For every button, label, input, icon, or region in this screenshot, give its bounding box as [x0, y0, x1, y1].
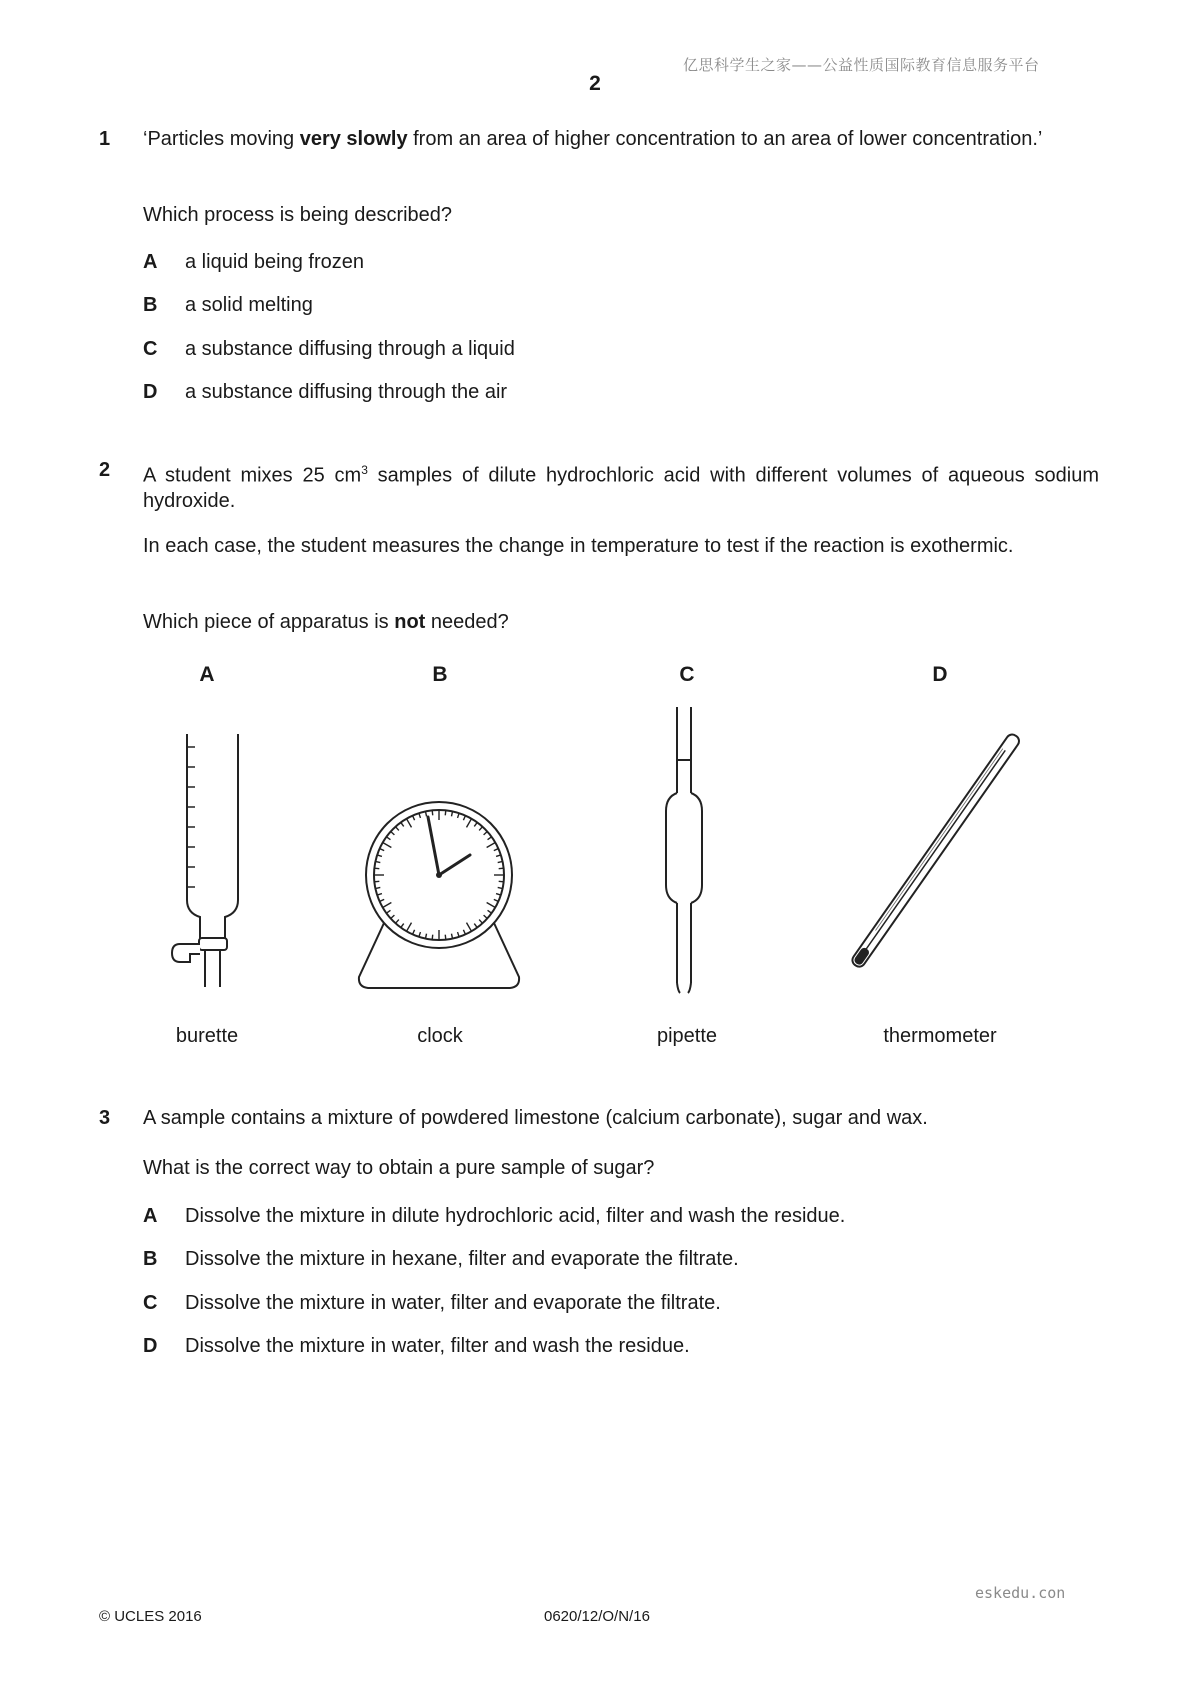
clock-tick: [374, 868, 379, 869]
q3-option-b-text: Dissolve the mixture in hexane, filter and evaporate the filtrate.: [185, 1248, 739, 1270]
clock-tick: [499, 881, 504, 882]
clock-tick: [445, 810, 446, 815]
question-2-question-bold: not: [394, 611, 426, 633]
question-1-stem-pre: ‘Particles moving: [143, 128, 300, 150]
pipette-icon: [660, 705, 710, 995]
apparatus-d-label: thermometer: [883, 1025, 997, 1047]
thermometer-icon: [845, 735, 1025, 975]
q1-option-d-letter: D: [143, 381, 158, 403]
q1-option-c-letter: C: [143, 338, 158, 360]
question-3-stem: A sample contains a mixture of powdered limestone (calcium carbonate), sugar and wax.: [143, 1107, 928, 1129]
clock-tick: [374, 881, 379, 882]
header-watermark: 亿思科学生之家——公益性质国际教育信息服务平台: [683, 56, 1040, 74]
clock-tick: [499, 868, 504, 869]
clock-tick: [432, 935, 433, 940]
clock-tick: [445, 935, 446, 940]
question-1-stem: [143, 127, 1099, 152]
q1-option-a-text: a liquid being frozen: [185, 251, 365, 273]
q1-option-a-letter: A: [143, 251, 158, 273]
q3-option-a-text: Dissolve the mixture in dilute hydrochloric acid, filter and wash the residue.: [185, 1205, 846, 1227]
apparatus-c-letter: C: [679, 663, 695, 686]
q3-option-a-letter: A: [143, 1205, 158, 1227]
q1-option-c-text: a substance diffusing through a liquid: [185, 338, 515, 360]
question-2-stem-post: samples of dilute hydrochloric acid with different volumes of aqueous sodium hydroxide.: [143, 464, 1100, 512]
q1-option-b-letter: B: [143, 294, 158, 316]
footer-copyright: © UCLES 2016: [99, 1608, 202, 1625]
apparatus-d-letter: D: [932, 663, 948, 686]
question-2-question: [143, 610, 509, 635]
question-2-stem-pre: A student mixes 25 cm: [143, 464, 362, 487]
question-1-stem-bold: very slowly: [299, 128, 408, 150]
q1-option-d-text: a substance diffusing through the air: [185, 381, 508, 403]
question-2-stem-sup: 3: [361, 463, 368, 477]
question-3-question: What is the correct way to obtain a pure sample of sugar?: [143, 1157, 655, 1179]
clock-tick: [432, 810, 433, 815]
q1-option-b-text: a solid melting: [185, 294, 313, 316]
question-2-question-post: needed?: [425, 611, 509, 633]
apparatus-b-label: clock: [417, 1025, 463, 1047]
apparatus-b-letter: B: [432, 663, 448, 686]
question-2-stem: [143, 458, 1099, 514]
q3-option-c-letter: C: [143, 1292, 158, 1314]
q3-option-d-text: Dissolve the mixture in water, filter and wash the residue.: [185, 1335, 690, 1357]
question-3-number: 3: [99, 1107, 111, 1129]
question-1-number: 1: [99, 128, 111, 150]
q3-option-b-letter: B: [143, 1248, 158, 1270]
q3-option-d-letter: D: [143, 1335, 158, 1357]
question-2-paragraph-2: In each case, the student measures the change in temperature to test if the reaction is exothermic.: [143, 535, 1014, 557]
question-1-stem-post: from an area of higher concentration to an area of lower concentration.’: [407, 128, 1043, 150]
clock-icon: [354, 795, 524, 995]
apparatus-a-letter: A: [199, 663, 215, 686]
q3-option-c-text: Dissolve the mixture in water, filter and evaporate the filtrate.: [185, 1292, 721, 1314]
footer-watermark: eskedu.con: [975, 1584, 1066, 1602]
question-2-number: 2: [99, 459, 111, 481]
apparatus-a-label: burette: [175, 1025, 239, 1047]
apparatus-c-label: pipette: [656, 1025, 718, 1047]
footer-paper-code: 0620/12/O/N/16: [544, 1608, 650, 1625]
burette-icon: [160, 725, 250, 995]
page-number: 2: [589, 72, 601, 95]
question-1-question: Which process is being described?: [143, 204, 453, 226]
question-2-question-pre: Which piece of apparatus is: [143, 611, 395, 633]
